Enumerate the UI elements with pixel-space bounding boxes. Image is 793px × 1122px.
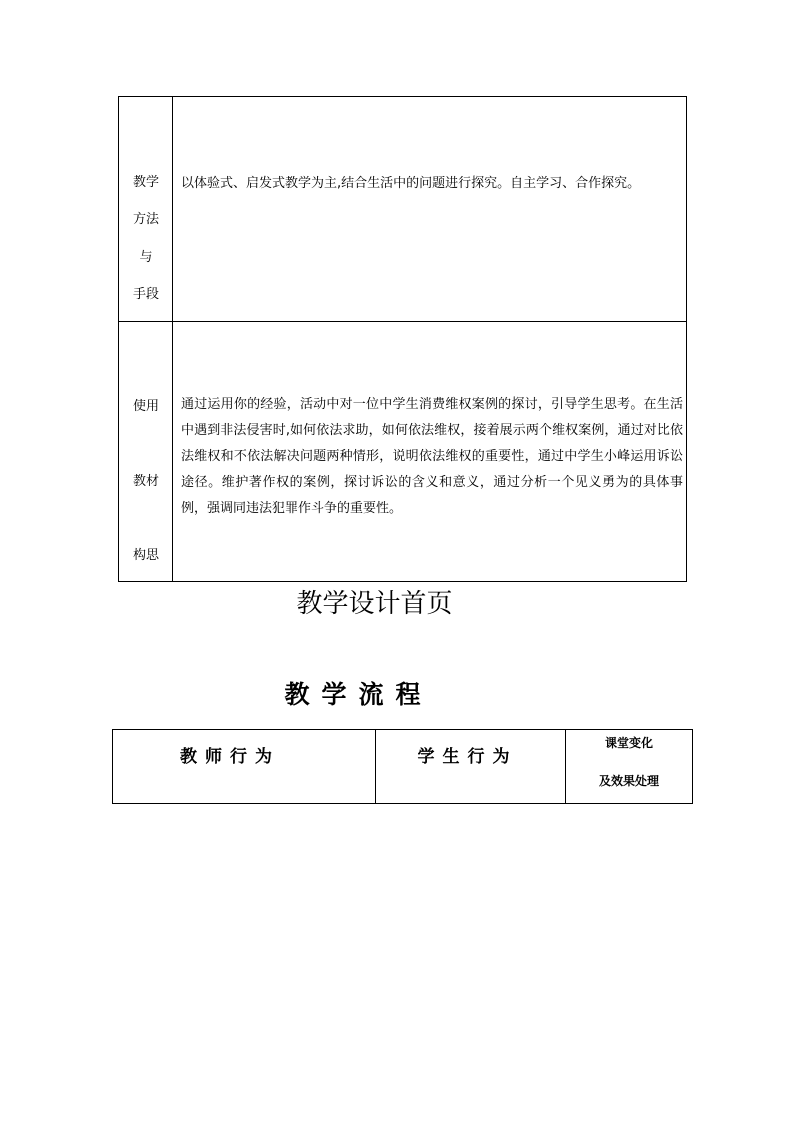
material-content-cell (174, 322, 686, 581)
material-row (119, 322, 686, 581)
student-header: 学生行为 (417, 747, 518, 767)
teacher-header: 教师行为 (180, 747, 280, 767)
method-content-text: 以体验式、启发式教学为主,结合生活中的问题进行探究。自主学习、合作探究。 (181, 176, 641, 191)
material-label-line-2: 教材 (132, 474, 159, 489)
change-header-line-1: 课堂变化 (604, 736, 653, 750)
method-label-line-2: 方法 (132, 212, 159, 227)
material-content-text: 通过运用你的经验，活动中对一位中学生消费维权案例的探讨，引导学生思考。在生活中遇到非法侵害时,如何依法求助，如何依法维权，接着展示两个维权案例，通过对比依法维权和不依法解决问题两种情形，说明依法维权的重要性，通过中学生小峰运用诉讼途径。维护著作权的案例，探讨诉讼的含义和意义，通过分析一个见义勇为的具体事例，强调同违法犯罪作斗争的重要性。 (181, 397, 683, 516)
method-row (119, 97, 686, 322)
student-column (376, 730, 566, 803)
method-label-cell (119, 97, 173, 321)
material-label-line-3: 构思 (132, 548, 159, 563)
flow-heading: 教学流程 (284, 680, 433, 709)
method-content-cell (174, 97, 686, 321)
material-label-line-1: 使用 (132, 399, 159, 414)
method-label-line-1: 教学 (132, 175, 159, 190)
first-page-heading: 教学设计首页 (296, 589, 453, 619)
method-label-line-3: 与 (139, 250, 153, 265)
flow-table (112, 729, 693, 804)
info-table (118, 96, 687, 582)
change-header-line-2: 及效果处理 (598, 774, 659, 788)
material-label-cell (119, 322, 173, 581)
method-label-line-4: 手段 (132, 287, 159, 302)
change-column (566, 730, 692, 803)
teacher-column (113, 730, 376, 803)
